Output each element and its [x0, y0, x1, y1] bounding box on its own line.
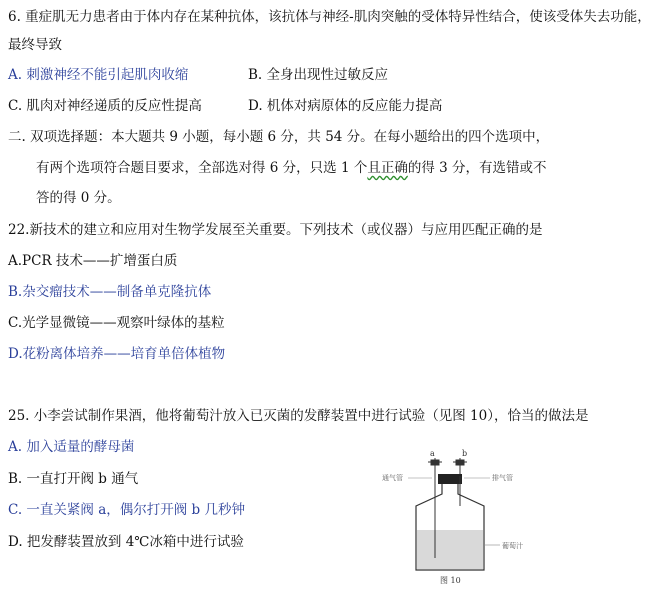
q25-option-c: C. 一直关紧阀 a，偶尔打开阀 b 几秒钟	[8, 502, 245, 518]
q25-option-d: D. 把发酵装置放到 4℃冰箱中进行试验	[8, 534, 244, 550]
section2-instruction-line2	[36, 159, 547, 177]
outlet-tube-label: 排气管	[492, 474, 513, 482]
q22-option-d: D.花粉离体培养——培育单倍体植物	[8, 346, 226, 362]
valve-b-icon	[453, 458, 467, 476]
grape-juice-liquid	[417, 530, 483, 569]
q22-stem: 22.新技术的建立和应用对生物学发展至关重要。下列技术（或仪器）与应用匹配正确的是	[8, 222, 543, 238]
section2-instruction-line3: 答的得 0 分。	[36, 190, 121, 206]
section2-heading: 二. 双项选择题：本大题共 9 小题，每小题 6 分，共 54 分。在每小题给出的四个选项中，	[8, 129, 550, 145]
q25-option-b: B. 一直打开阀 b 通气	[8, 471, 139, 487]
section2-line2-wavy: 且正确	[367, 160, 408, 176]
q6-option-c: C. 肌肉对神经递质的反应性提高	[8, 98, 202, 114]
valve-a-icon	[428, 458, 442, 476]
q22-option-a: A.PCR 技术——扩增蛋白质	[8, 253, 178, 269]
q22-option-c: C.光学显微镜——观察叶绿体的基粒	[8, 315, 225, 331]
valve-b-label: b	[462, 449, 468, 458]
section2-line2-pre: 有两个选项符合题目要求，全部选对得 6 分，只选 1 个	[36, 160, 368, 176]
q6-stem-line2: 最终导致	[8, 37, 62, 53]
q6-stem-line1: 6. 重症肌无力患者由于体内存在某种抗体，该抗体与神经-肌肉突触的受体特异性结合，使该受体失去功能，	[8, 9, 651, 25]
section2-line2-post: 的得 3 分，有选错或不	[407, 160, 547, 176]
bottle-stopper	[438, 474, 462, 484]
inlet-tube-label: 通气管	[382, 474, 403, 482]
q25-option-a: A. 加入适量的酵母菌	[8, 439, 135, 455]
q22-option-b: B.杂交瘤技术——制备单克隆抗体	[8, 284, 212, 300]
q25-stem: 25. 小李尝试制作果酒，他将葡萄汁放入已灭菌的发酵装置中进行试验（见图 10），恰当的做法是	[8, 408, 589, 424]
valve-a-label: a	[430, 449, 435, 458]
fermentation-apparatus-figure	[380, 448, 540, 586]
grape-juice-label: 葡萄汁	[502, 542, 523, 550]
q6-option-d: D. 机体对病原体的反应能力提高	[248, 98, 443, 114]
figure-caption: 图 10	[440, 576, 461, 585]
q6-option-a: A. 刺激神经不能引起肌肉收缩	[8, 67, 189, 83]
q6-option-b: B. 全身出现性过敏反应	[248, 67, 389, 83]
